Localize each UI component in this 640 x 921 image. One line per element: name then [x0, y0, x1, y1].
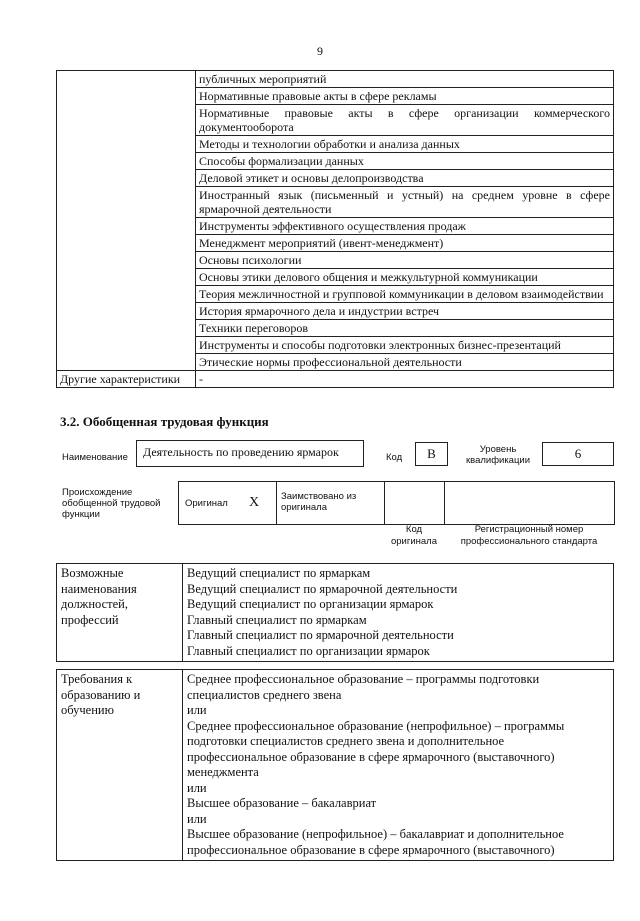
- table-row: [57, 71, 614, 88]
- text-line: или: [187, 811, 207, 826]
- text-line: или: [187, 703, 207, 717]
- original-label: Оригинал: [185, 498, 228, 509]
- positions-table: [56, 563, 614, 662]
- origin-borrowed-cell: [276, 482, 384, 524]
- list-item: Главный специалист по организации ярмарок: [187, 643, 430, 658]
- knowledge-table: [56, 70, 614, 388]
- text-line: профессиональное образование в сфере ярмарочного (выставочного): [187, 749, 555, 764]
- function-name-value: Деятельность по проведению ярмарок: [136, 440, 364, 467]
- origin-label: Происхождение обобщенной трудовой функции: [62, 487, 161, 520]
- text-line: Среднее профессиональное образование – программы подготовки: [187, 672, 540, 686]
- knowledge-item: Основы психологии: [196, 252, 614, 269]
- text-line: Высшее образование (непрофильное) – бакалавриат и дополнительное: [187, 827, 564, 841]
- origin-original-cell: [178, 482, 276, 524]
- knowledge-item: Техники переговоров: [196, 320, 614, 337]
- table-row: [57, 670, 614, 861]
- knowledge-item: Основы этики делового общения и межкультурной коммуникации: [196, 269, 614, 286]
- section-title: 3.2. Обобщенная трудовая функция: [60, 414, 269, 429]
- text-line: Высшее образование – бакалавриат: [187, 796, 377, 810]
- text-line: специалистов среднего звена: [187, 687, 342, 702]
- page-number: 9: [317, 44, 323, 58]
- knowledge-item: Менеджмент мероприятий (ивент-менеджмент): [196, 235, 614, 252]
- level-label: Уровень квалификации: [465, 444, 531, 466]
- borrowed-label: Заимствовано из оригинала: [281, 491, 357, 513]
- code-label: Код: [386, 452, 403, 463]
- origin-reg-number-cell: [444, 482, 614, 524]
- original-mark: Х: [249, 495, 260, 510]
- knowledge-item: Методы и технологии обработки и анализа данных: [196, 136, 614, 153]
- list-item: Главный специалист по ярмарочной деятельности: [187, 628, 454, 642]
- knowledge-item: История ярмарочного дела и индустрии встреч: [196, 303, 614, 320]
- level-value: 6: [542, 442, 614, 466]
- text-line: подготовки специалистов среднего звена и дополнительное: [187, 734, 505, 748]
- knowledge-item: Способы формализации данных: [196, 153, 614, 170]
- list-item: Ведущий специалист по ярмаркам: [187, 566, 371, 580]
- knowledge-item: Теория межличностной и групповой коммуникации в деловом взаимодействии: [196, 286, 614, 303]
- education-table: [56, 669, 614, 861]
- code-value: В: [415, 442, 448, 466]
- code-caption: Код оригинала: [390, 524, 437, 547]
- origin-code-cell: [384, 482, 444, 524]
- knowledge-item: Этические нормы профессиональной деятельности: [196, 354, 614, 371]
- positions-label: Возможные наименования должностей, профессий: [57, 564, 183, 662]
- other-characteristics-label: Другие характеристики: [57, 371, 196, 388]
- education-text: [183, 670, 614, 861]
- knowledge-item: Нормативные правовые акты в сфере рекламы: [196, 88, 614, 105]
- knowledge-item: публичных мероприятий: [196, 71, 614, 88]
- origin-row: [178, 481, 615, 525]
- reg-number-caption: Регистрационный номер профессионального стандарта: [460, 524, 598, 547]
- knowledge-item: Инструменты и способы подготовки электронных бизнес-презентаций: [196, 337, 614, 354]
- text-line: менеджмента: [187, 765, 259, 779]
- table-row: [57, 564, 614, 662]
- text-line: Среднее профессиональное образование (непрофильное) – программы: [187, 718, 565, 733]
- knowledge-item: Деловой этикет и основы делопроизводства: [196, 170, 614, 187]
- list-item: Ведущий специалист по ярмарочной деятельности: [187, 581, 458, 596]
- knowledge-item: Иностранный язык (письменный и устный) на среднем уровне в сфере ярмарочной деятельности: [196, 187, 614, 218]
- list-item: Главный специалист по ярмаркам: [187, 612, 367, 627]
- knowledge-item: Нормативные правовые акты в сфере организации коммерческого документооборота: [196, 105, 614, 136]
- education-label: Требования к образованию и обучению: [57, 670, 183, 861]
- text-line: профессиональное образование в сфере ярмарочного (выставочного): [187, 842, 555, 857]
- text-line: или: [187, 780, 207, 795]
- positions-list: [183, 564, 614, 662]
- other-characteristics-value: -: [196, 371, 614, 388]
- list-item: Ведущий специалист по организации ярмарок: [187, 597, 434, 611]
- name-label: Наименование: [62, 452, 128, 463]
- table-row: [57, 371, 614, 388]
- knowledge-label-cell: [57, 71, 196, 371]
- knowledge-item: Инструменты эффективного осуществления продаж: [196, 218, 614, 235]
